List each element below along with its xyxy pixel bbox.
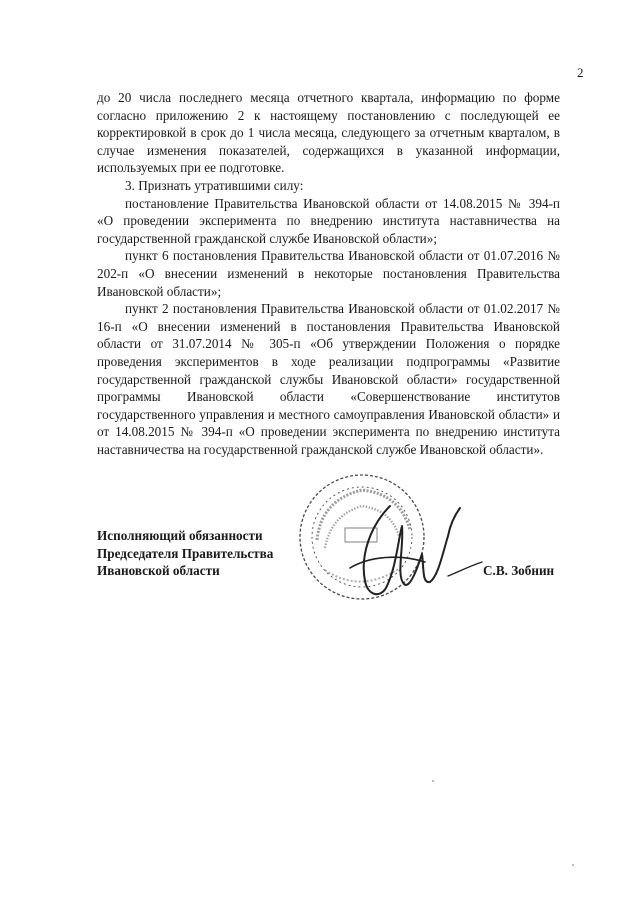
position-line-1: Исполняющий обязанности (97, 528, 263, 543)
paragraph-5: пункт 2 постановления Правительства Ивановской области от 01.02.2017 № 16-п «О внесении изменений в постановления Правительства Ивановской области от 31.07.2014 № 305-п «Об утверждении Положения о порядке проведения экспериментов в ходе реализации подпрограммы «Развитие государственной гражданской службы Ивановской области» государственной программы Ивановской области «Совершенствование институтов государственного управления и местного самоуправления Ивановской области» и от 14.08.2015 № 394-п «О проведении эксперимента по внедрению института наставничества на государственной гражданской службе Ивановской области». (97, 301, 560, 457)
page-number: 2 (577, 65, 584, 80)
paragraph-3: постановление Правительства Ивановской области от 14.08.2015 № 394-п «О проведении эксперимента по внедрению института наставничества на государственной гражданской службе Ивановской области»; (97, 195, 560, 246)
position-line-3: Ивановской области (97, 563, 220, 579)
signatory-name: С.В. Зобнин (483, 563, 555, 578)
position-line-2: Председателя Правительства (97, 545, 274, 561)
signatory-position (97, 527, 273, 580)
handwritten-signature (330, 496, 490, 606)
document-body (97, 89, 560, 458)
paragraph-1: до 20 числа последнего месяца отчетного квартала, информацию по форме согласно приложению 2 к настоящему постановлению с последующей ее корректировкой в срок до 1 числа месяца, следующего за отчетным кварталом, в случае изменения показателей, содержащихся в указанной информации, используемых при ее подготовке. (97, 90, 560, 176)
paragraph-4: пункт 6 постановления Правительства Ивановской области от 01.07.2016 № 202-п «О внесении изменений в некоторые постановления Правительства Ивановской области»; (97, 248, 560, 299)
paragraph-2: 3. Признать утратившими силу: (125, 177, 304, 193)
